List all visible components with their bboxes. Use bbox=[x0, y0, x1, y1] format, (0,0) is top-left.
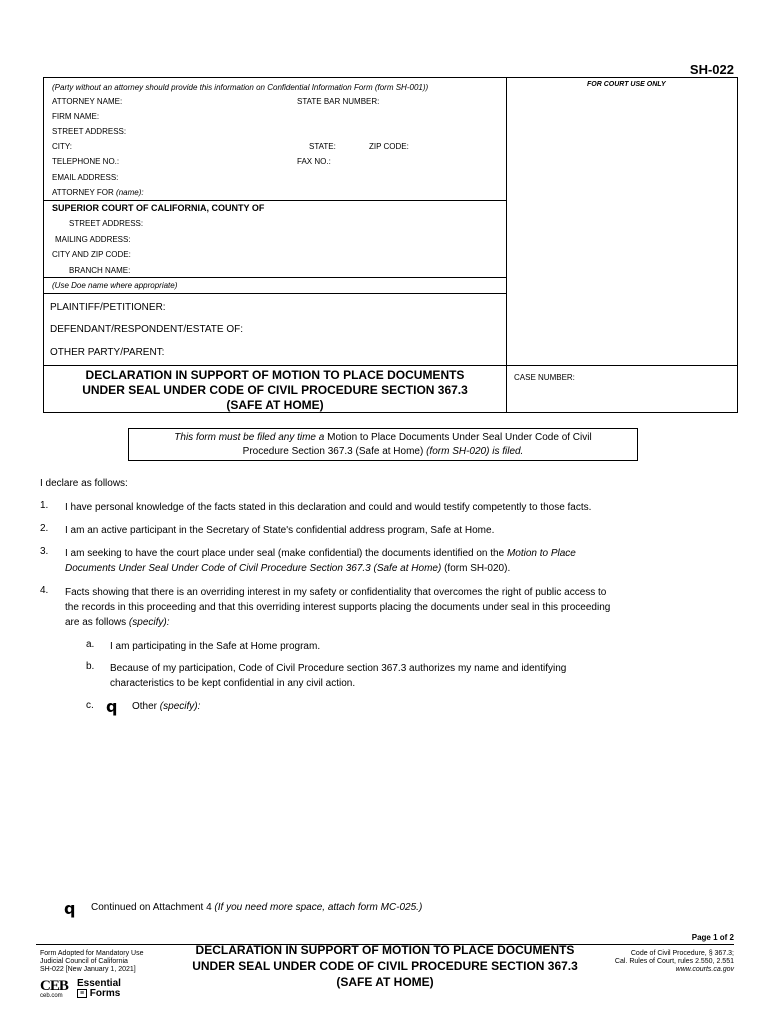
sub-item-label: c. bbox=[86, 700, 94, 711]
defendant-label[interactable]: DEFENDANT/RESPONDENT/ESTATE OF: bbox=[50, 324, 243, 335]
party-note: (Party without an attorney should provide this information on Confidential Information Form (form SH-001)) bbox=[52, 83, 429, 92]
legal-citation: Code of Civil Procedure, § 367.3; Cal. Rules of Court, rules 2.550, 2.551 www.courts.ca.gov bbox=[614, 950, 734, 973]
sub-item-c-text: Other (specify): bbox=[132, 701, 201, 712]
court-street-label[interactable]: STREET ADDRESS: bbox=[69, 219, 144, 228]
sub-item-a-text: I am participating in the Safe at Home program. bbox=[110, 641, 321, 652]
caption-box bbox=[43, 77, 738, 413]
street-address-label[interactable]: STREET ADDRESS: bbox=[52, 127, 127, 136]
email-label[interactable]: EMAIL ADDRESS: bbox=[52, 173, 119, 182]
court-use-divider bbox=[506, 78, 507, 412]
form-number: SH-022 bbox=[689, 62, 734, 77]
doe-note: (Use Doe name where appropriate) bbox=[52, 281, 178, 290]
continued-text: Continued on Attachment 4 (If you need more space, attach form MC-025.) bbox=[91, 902, 423, 913]
item-1-text: I have personal knowledge of the facts stated in this declaration and could and would testify competently to those facts. bbox=[65, 502, 592, 513]
item-number: 4. bbox=[40, 585, 49, 596]
form-adoption-info: Form Adopted for Mandatory Use Judicial Council of California SH-022 [New January 1, 2021] bbox=[40, 950, 144, 973]
other-party-label[interactable]: OTHER PARTY/PARENT: bbox=[50, 347, 165, 358]
item-number: 2. bbox=[40, 523, 49, 534]
court-use-label: FOR COURT USE ONLY bbox=[587, 81, 666, 88]
divider-court-doe bbox=[44, 277, 506, 278]
divider-attorney-court bbox=[44, 200, 506, 201]
court-mailing-label[interactable]: MAILING ADDRESS: bbox=[55, 235, 131, 244]
intro-text: I declare as follows: bbox=[40, 478, 128, 489]
footer-title: DECLARATION IN SUPPORT OF MOTION TO PLACE DOCUMENTS UNDER SEAL UNDER CODE OF CIVIL PROCEDURE SECTION 367.3 (SAFE AT HOME) bbox=[192, 943, 578, 989]
item-3-text: I am seeking to have the court place under seal (make confidential) the documents identified on the Motion to Place Documents Under Seal Under Code of Civil Procedure Section 367.3 (Safe at Home) (form SH-020). bbox=[65, 548, 576, 574]
filing-notice: This form must be filed any time a Motion to Place Documents Under Seal Under Code of Civil Procedure Section 367.3 (Safe at Home) (form SH-020) is filed. bbox=[128, 428, 638, 461]
sub-item-b-text: Because of my participation, Code of Civil Procedure section 367.3 authorizes my name and identifying characteristics to be kept confidential in any civil action. bbox=[110, 663, 567, 689]
ceb-logo: CEB ceb.com bbox=[40, 978, 68, 999]
court-name-label[interactable]: SUPERIOR COURT OF CALIFORNIA, COUNTY OF bbox=[52, 203, 265, 213]
sub-item-label: b. bbox=[86, 661, 95, 672]
continued-checkbox[interactable]: q bbox=[64, 899, 76, 918]
state-label[interactable]: STATE: bbox=[309, 142, 336, 151]
sub-item-label: a. bbox=[86, 639, 95, 650]
fax-label[interactable]: FAX NO.: bbox=[297, 157, 331, 166]
form-title: DECLARATION IN SUPPORT OF MOTION TO PLACE DOCUMENTS UNDER SEAL UNDER CODE OF CIVIL PROCEDURE SECTION 367.3 (SAFE AT HOME) bbox=[82, 368, 468, 412]
court-city-zip-label[interactable]: CITY AND ZIP CODE: bbox=[52, 250, 131, 259]
attorney-name-label[interactable]: ATTORNEY NAME: bbox=[52, 97, 123, 106]
city-label[interactable]: CITY: bbox=[52, 142, 73, 151]
divider-parties-title bbox=[44, 365, 737, 366]
state-bar-label[interactable]: STATE BAR NUMBER: bbox=[297, 97, 380, 106]
divider-doe-parties bbox=[44, 293, 506, 294]
case-number-label[interactable]: CASE NUMBER: bbox=[514, 373, 575, 382]
telephone-label[interactable]: TELEPHONE NO.: bbox=[52, 157, 120, 166]
attorney-for-label[interactable]: ATTORNEY FOR (name): bbox=[52, 188, 144, 197]
item-4-text: Facts showing that there is an overriding interest in my safety or confidentiality that overcomes the right of public access to the records in this proceeding and that this overriding interest supports placing the documents under seal in this proceeding are as follows (specify): bbox=[65, 587, 611, 628]
page-number: Page 1 of 2 bbox=[691, 933, 734, 942]
essential-forms-logo: Essential ≡ Forms bbox=[77, 978, 121, 999]
other-checkbox[interactable]: q bbox=[106, 697, 118, 716]
item-number: 1. bbox=[40, 500, 49, 511]
zip-label[interactable]: ZIP CODE: bbox=[369, 142, 409, 151]
firm-name-label[interactable]: FIRM NAME: bbox=[52, 112, 100, 121]
item-number: 3. bbox=[40, 546, 49, 557]
plaintiff-label[interactable]: PLAINTIFF/PETITIONER: bbox=[50, 302, 166, 313]
forms-icon: ≡ bbox=[77, 989, 87, 998]
item-2-text: I am an active participant in the Secretary of State's confidential address program, Safe at Home. bbox=[65, 525, 495, 536]
court-branch-label[interactable]: BRANCH NAME: bbox=[69, 266, 131, 275]
